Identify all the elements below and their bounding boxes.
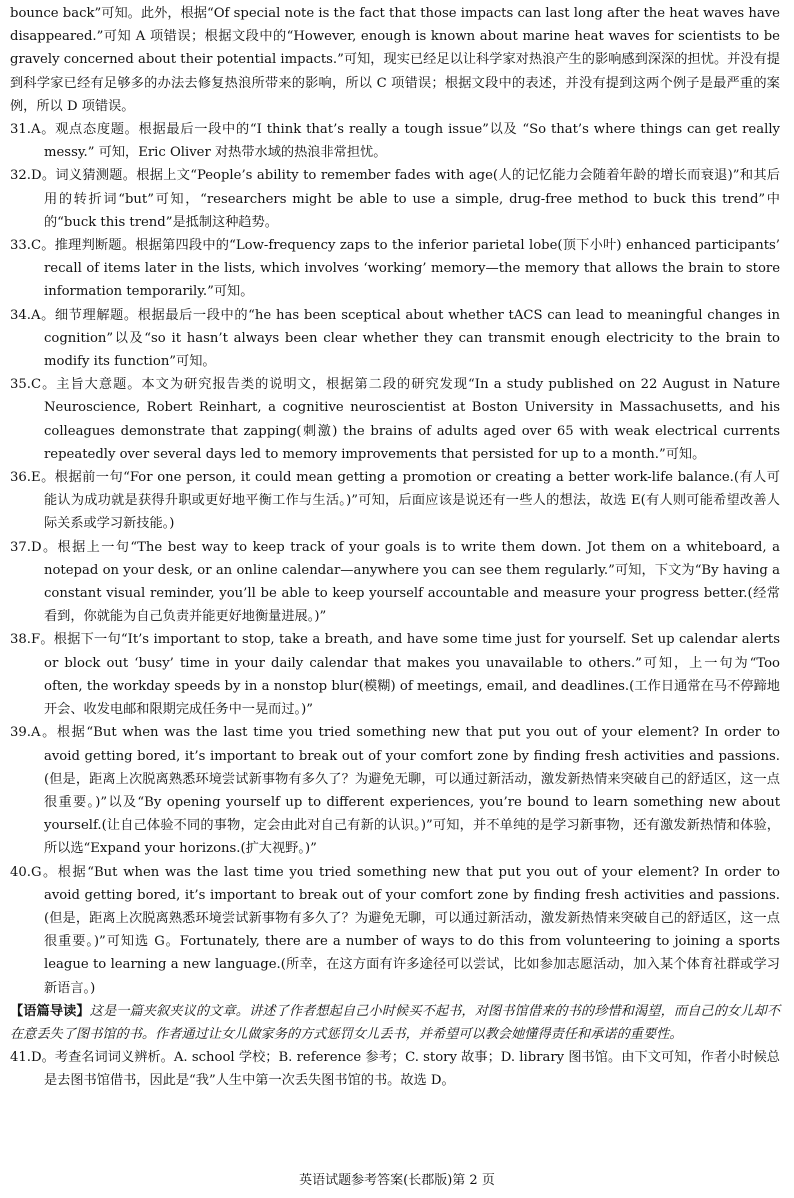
passage-guide-text: 这是一篇夹叙夹议的文章。讲述了作者想起自己小时候买不起书，对图书馆借来的书的珍惜和渴望，而自己的女儿却不在意丢失了图书馆的书。作者通过让女儿做家务的方式惩罚女儿丢书，并希望可以教会她懂得责任和承诺的重要性。 <box>10 1003 781 1042</box>
answer-text: F。根据下一句“It’s important to stop, take a breath, and have some time just for yourself. Set up calendar alerts or block out ‘busy’ time in your daily calendar that makes you unavailable to others.”可知，上一句为“Too often, the workday speeds by in a nonstop blur(模糊) of meetings, email, and deadlines.(工作日通常在马不停蹄地开会、收发电邮和限期完成任务中一晃而过。)” <box>30 632 780 718</box>
answer-text: G。根据“But when was the last time you tried something new that put you out of your element? In order to avoid getting bored, it’s important to break out of your comfort zone by finding fresh activities and passions.(但是，距离上次脱离熟悉环境尝试新事物有多久了？为避免无聊，可以通过新活动，激发新热情来突破自己的舒适区，这一点很重要。)”可知选 G。Fortunately, there are a number of ways to do this from volunteering to joining a sports league to learning a new language.(所幸，在这方面有许多途径可以尝试，比如参加志愿活动，加入某个体育社群或学习新语言。) <box>30 864 780 996</box>
answer-text: D。根据上一句“The best way to keep track of your goals is to write them down. Jot them on a whiteboard, a notepad on your desk, or an online calendar—anywhere you can see them regularly.”可知，下文为“By having a constant visual reminder, you’ll be able to keep yourself accountable and measure your progress better.(经常看到，你就能为自己负责并能更好地衡量进展。)” <box>30 539 780 625</box>
answer-item-35 <box>10 373 780 466</box>
answer-item-36 <box>10 466 780 536</box>
answer-number: 36. <box>10 470 31 486</box>
answer-number: 35. <box>10 377 31 393</box>
answer-text: E。根据前一句“For one person, it could mean getting a promotion or creating a better work-life balance.(有人可能认为成功就是获得升职或更好地平衡工作与生活。)”可知，后面应该是说还有一些人的想法，故选 E(有人则可能希望改善人际关系或学习新技能。) <box>30 470 780 532</box>
passage-guide-tag: 【语篇导读】 <box>10 1003 90 1019</box>
answer-number: 37. <box>10 539 31 555</box>
answer-number: 41. <box>10 1050 31 1066</box>
answer-text: A。根据“But when was the last time you tried something new that put you out of your element? In order to avoid getting bored, it’s important to break out of your comfort zone by finding fresh activities and passions.(但是，距离上次脱离熟悉环境尝试新事物有多久了？为避免无聊，可以通过新活动，激发新热情来突破自己的舒适区，这一点很重要。)”以及“By opening yourself up to different experiences, you’re bound to learn something new about yourself.(让自己体验不同的事物，定会由此对自己有新的认识。)”可知，并不单纯的是学习新事物，还有激发新热情和体验，所以选“Expand your horizons.(扩大视野。)” <box>30 725 780 857</box>
answer-item-37 <box>10 536 780 629</box>
answer-text: C。主旨大意题。本文为研究报告类的说明文，根据第二段的研究发现“In a study published on 22 August in Nature Neuroscience, Robert Reinhart, a cognitive neuroscientist at Boston University in Massachusetts, and his colleagues demonstrate that zapping(刺激) the brains of adults aged over 65 with weak electrical currents repeatedly over several days led to memory improvements that persisted for up to a month.”可知。 <box>30 377 780 462</box>
answer-number: 38. <box>10 632 31 648</box>
answer-number: 32. <box>10 168 31 184</box>
answer-item-31 <box>10 118 780 164</box>
answer-item-33 <box>10 234 780 304</box>
answer-text: C。推理判断题。根据第四段中的“Low-frequency zaps to the inferior parietal lobe(顶下小叶) enhanced participants’ recall of items later in the lists, which involves ‘working’ memory—the memory that allows the brain to store information temporarily.”可知。 <box>30 238 780 300</box>
answer-text: D。考查名词词义辨析。A. school 学校；B. reference 参考；C. story 故事；D. library 图书馆。由下文可知，作者小时候总是去图书馆借书，因此是“我”人生中第一次丢失图书馆的书。故选 D。 <box>30 1050 780 1089</box>
answer-number: 34. <box>10 307 31 323</box>
answer-item-39 <box>10 721 780 860</box>
answer-item-41 <box>10 1046 780 1092</box>
continuation-paragraph: bounce back”可知。此外，根据“Of special note is the fact that those impacts can last long after the heat waves have disappeared.”可知 A 项错误；根据文段中的“However, enough is known about marine heat waves for scientists to be gravely concerned about their potential impacts.”可知，现实已经足以让科学家对热浪产生的影响感到深深的担忧。并没有提到科学家已经有足够多的办法去修复热浪所带来的影响，所以 C 项错误；根据文段中的表述，并没有提到这两个例子是最严重的案例，所以 D 项错误。 <box>10 6 780 114</box>
answer-text: A。观点态度题。根据最后一段中的“I think that’s really a tough issue”以及 “So that’s where things can get really messy.” 可知，Eric Oliver 对热带水域的热浪非常担忧。 <box>30 122 780 161</box>
answer-number: 40. <box>10 864 31 880</box>
answer-text: D。词义猜测题。根据上文“People’s ability to remember fades with age(人的记忆能力会随着年龄的增长而衰退)”和其后用的转折词“but”可知，“researchers might be able to use a simple, drug-free method to buck this trend”中的“buck this trend”是抵制这种趋势。 <box>30 168 780 230</box>
passage-guide <box>10 1000 780 1046</box>
answer-text: A。细节理解题。根据最后一段中的“he has been sceptical about whether tACS can lead to meaningful changes in cognition”以及“so it hasn’t always been clear whether they can transmit enough electricity to the brain to modify its function”可知。 <box>30 307 780 370</box>
answer-number: 33. <box>10 238 31 254</box>
answer-item-38 <box>10 628 780 721</box>
answer-list <box>10 118 780 1000</box>
answer-item-40 <box>10 861 780 1000</box>
page-footer: 英语试题参考答案(长郡版)第 2 页 <box>299 1172 495 1188</box>
answer-item-34 <box>10 304 780 374</box>
answer-number: 31. <box>10 122 31 138</box>
answer-number: 39. <box>10 725 31 741</box>
answer-item-32 <box>10 164 780 234</box>
